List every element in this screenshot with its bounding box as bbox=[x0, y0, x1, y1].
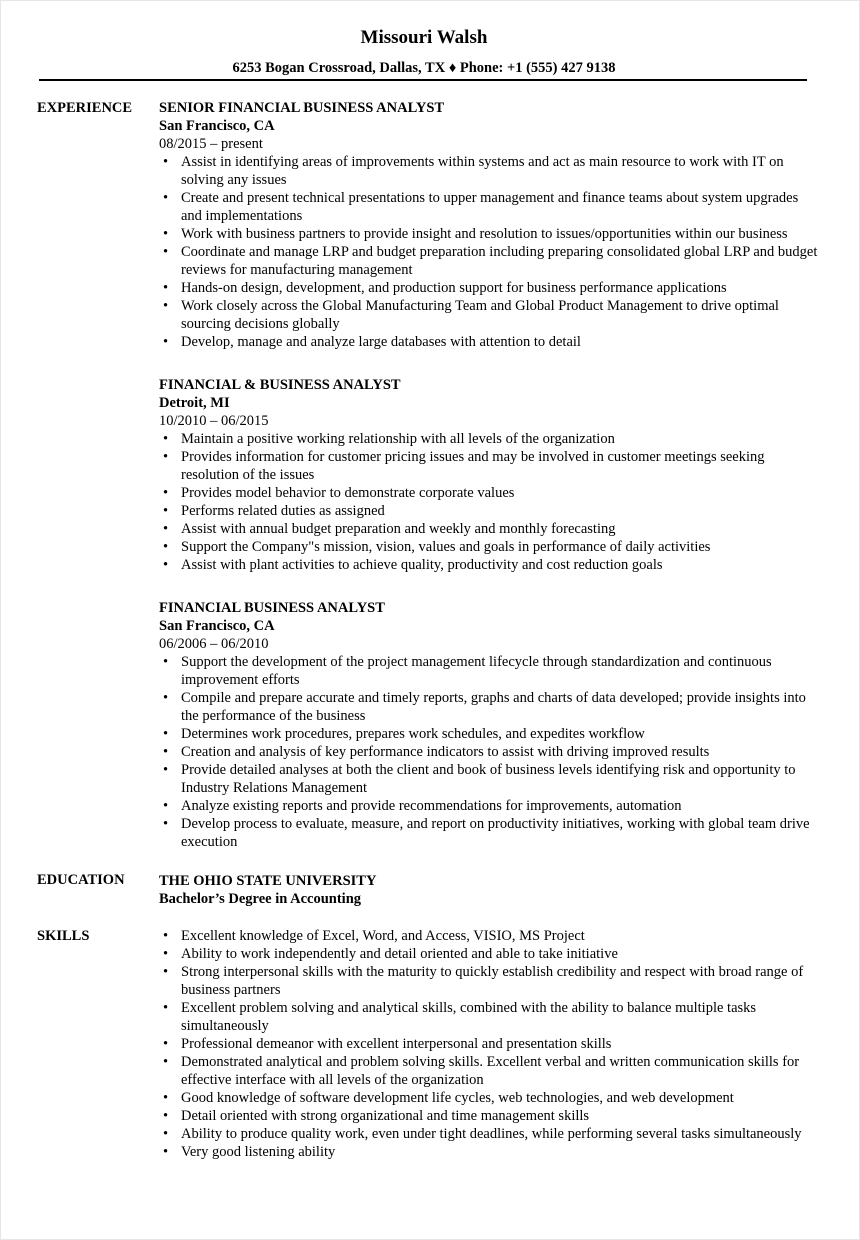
bullet-icon: • bbox=[163, 1000, 169, 1016]
job-bullets bbox=[159, 653, 819, 851]
bullet-icon: • bbox=[163, 1108, 169, 1124]
job-bullets bbox=[159, 153, 819, 351]
education-section bbox=[159, 872, 819, 908]
bullet-icon: • bbox=[163, 521, 169, 537]
job-dates: 10/2010 – 06/2015 bbox=[159, 413, 269, 429]
list-item: • Maintain a positive working relationship with all levels of the organization bbox=[163, 431, 615, 447]
job-location: San Francisco, CA bbox=[159, 618, 275, 634]
bullet-icon: • bbox=[163, 654, 169, 670]
list-item: • Determines work procedures, prepares work schedules, and expedites workflow bbox=[163, 726, 645, 742]
school-name: THE OHIO STATE UNIVERSITY bbox=[159, 873, 377, 889]
bullet-icon: • bbox=[163, 928, 169, 944]
list-item: • Ability to produce quality work, even under tight deadlines, while performing several tasks simultaneously bbox=[163, 1126, 802, 1142]
bullet-icon: • bbox=[163, 190, 169, 206]
header-divider bbox=[39, 79, 807, 81]
bullet-icon: • bbox=[163, 1126, 169, 1142]
list-item: • Assist with annual budget preparation and weekly and monthly forecasting bbox=[163, 521, 616, 537]
bullet-icon: • bbox=[163, 1054, 169, 1070]
bullet-icon: • bbox=[163, 816, 169, 832]
bullet-icon: • bbox=[163, 690, 169, 706]
list-item: • Ability to work independently and detail oriented and able to take initiative bbox=[163, 946, 618, 962]
bullet-icon: • bbox=[163, 964, 169, 980]
list-item: • Good knowledge of software development life cycles, web technologies, and web development bbox=[163, 1090, 734, 1106]
bullet-icon: • bbox=[163, 744, 169, 760]
list-item: • Support the development of the project management lifecycle through standardization and continuous improvement efforts bbox=[163, 654, 772, 688]
bullet-icon: • bbox=[163, 1036, 169, 1052]
skills-list bbox=[159, 927, 819, 1161]
bullet-icon: • bbox=[163, 226, 169, 242]
list-item: • Provides information for customer pricing issues and may be involved in customer meetings seeking resolution of the issues bbox=[163, 449, 765, 483]
list-item: • Provide detailed analyses at both the client and book of business levels identifying risk and opportunity to Industry Relations Management bbox=[163, 762, 796, 796]
bullet-icon: • bbox=[163, 298, 169, 314]
list-item: • Excellent knowledge of Excel, Word, and Access, VISIO, MS Project bbox=[163, 928, 585, 944]
section-label-experience: EXPERIENCE bbox=[37, 100, 133, 116]
bullet-icon: • bbox=[163, 449, 169, 465]
list-item: • Creation and analysis of key performance indicators to assist with driving improved results bbox=[163, 744, 710, 760]
job-entry bbox=[159, 99, 819, 351]
list-item: • Develop, manage and analyze large databases with attention to detail bbox=[163, 334, 581, 350]
list-item: • Support the Company"s mission, vision, values and goals in performance of daily activities bbox=[163, 539, 711, 555]
list-item: • Work with business partners to provide insight and resolution to issues/opportunities within our business bbox=[163, 226, 788, 242]
list-item: • Coordinate and manage LRP and budget preparation including preparing consolidated global LRP and budget reviews for manufacturing management bbox=[163, 244, 818, 278]
job-bullets bbox=[159, 430, 819, 574]
job-title: FINANCIAL & BUSINESS ANALYST bbox=[159, 377, 401, 393]
bullet-icon: • bbox=[163, 1144, 169, 1160]
bullet-icon: • bbox=[163, 154, 169, 170]
bullet-icon: • bbox=[163, 726, 169, 742]
list-item: • Analyze existing reports and provide recommendations for improvements, automation bbox=[163, 798, 682, 814]
job-dates: 06/2006 – 06/2010 bbox=[159, 636, 269, 652]
bullet-icon: • bbox=[163, 946, 169, 962]
degree: Bachelor’s Degree in Accounting bbox=[159, 891, 362, 907]
job-dates: 08/2015 – present bbox=[159, 136, 263, 152]
bullet-icon: • bbox=[163, 1090, 169, 1106]
list-item: • Assist with plant activities to achieve quality, productivity and cost reduction goals bbox=[163, 557, 663, 573]
job-title: FINANCIAL BUSINESS ANALYST bbox=[159, 600, 385, 616]
bullet-icon: • bbox=[163, 539, 169, 555]
list-item: • Hands-on design, development, and production support for business performance applications bbox=[163, 280, 727, 296]
list-item: • Assist in identifying areas of improvements within systems and act as main resource to work with IT on solving any issues bbox=[163, 154, 784, 188]
bullet-icon: • bbox=[163, 557, 169, 573]
contact-line: 6253 Bogan Crossroad, Dallas, TX ♦ Phone: +1 (555) 427 9138 bbox=[232, 60, 616, 76]
bullet-icon: • bbox=[163, 280, 169, 296]
list-item: • Very good listening ability bbox=[163, 1144, 336, 1160]
bullet-icon: • bbox=[163, 762, 169, 778]
list-item: • Detail oriented with strong organizational and time management skills bbox=[163, 1108, 590, 1124]
job-location: San Francisco, CA bbox=[159, 118, 275, 134]
list-item: • Excellent problem solving and analytical skills, combined with the ability to balance multiple tasks simultaneously bbox=[163, 1000, 757, 1034]
section-label-education: EDUCATION bbox=[37, 872, 125, 888]
experience-section bbox=[159, 99, 819, 851]
job-entry bbox=[159, 599, 819, 851]
list-item: • Develop process to evaluate, measure, and report on productivity initiatives, working with global team drive execution bbox=[163, 816, 810, 850]
candidate-name: Missouri Walsh bbox=[360, 27, 488, 48]
list-item: • Performs related duties as assigned bbox=[163, 503, 385, 519]
job-entry bbox=[159, 376, 819, 574]
bullet-icon: • bbox=[163, 334, 169, 350]
bullet-icon: • bbox=[163, 485, 169, 501]
list-item: • Professional demeanor with excellent interpersonal and presentation skills bbox=[163, 1036, 612, 1052]
list-item: • Compile and prepare accurate and timely reports, graphs and charts of data developed; provide insights into the performance of the business bbox=[163, 690, 806, 724]
section-label-skills: SKILLS bbox=[37, 928, 90, 944]
bullet-icon: • bbox=[163, 431, 169, 447]
job-title: SENIOR FINANCIAL BUSINESS ANALYST bbox=[159, 100, 445, 116]
bullet-icon: • bbox=[163, 798, 169, 814]
list-item: • Create and present technical presentations to upper management and finance teams about system upgrades and implementations bbox=[163, 190, 799, 224]
job-location: Detroit, MI bbox=[159, 395, 230, 411]
list-item: • Work closely across the Global Manufacturing Team and Global Product Management to drive optimal sourcing decisions globally bbox=[163, 298, 779, 332]
bullet-icon: • bbox=[163, 244, 169, 260]
bullet-icon: • bbox=[163, 503, 169, 519]
list-item: • Demonstrated analytical and problem solving skills. Excellent verbal and written communication skills for effective interface with all levels of the organization bbox=[163, 1054, 800, 1088]
list-item: • Provides model behavior to demonstrate corporate values bbox=[163, 485, 515, 501]
skills-section bbox=[159, 927, 819, 1161]
list-item: • Strong interpersonal skills with the maturity to quickly establish credibility and respect with broad range of business partners bbox=[163, 964, 804, 998]
